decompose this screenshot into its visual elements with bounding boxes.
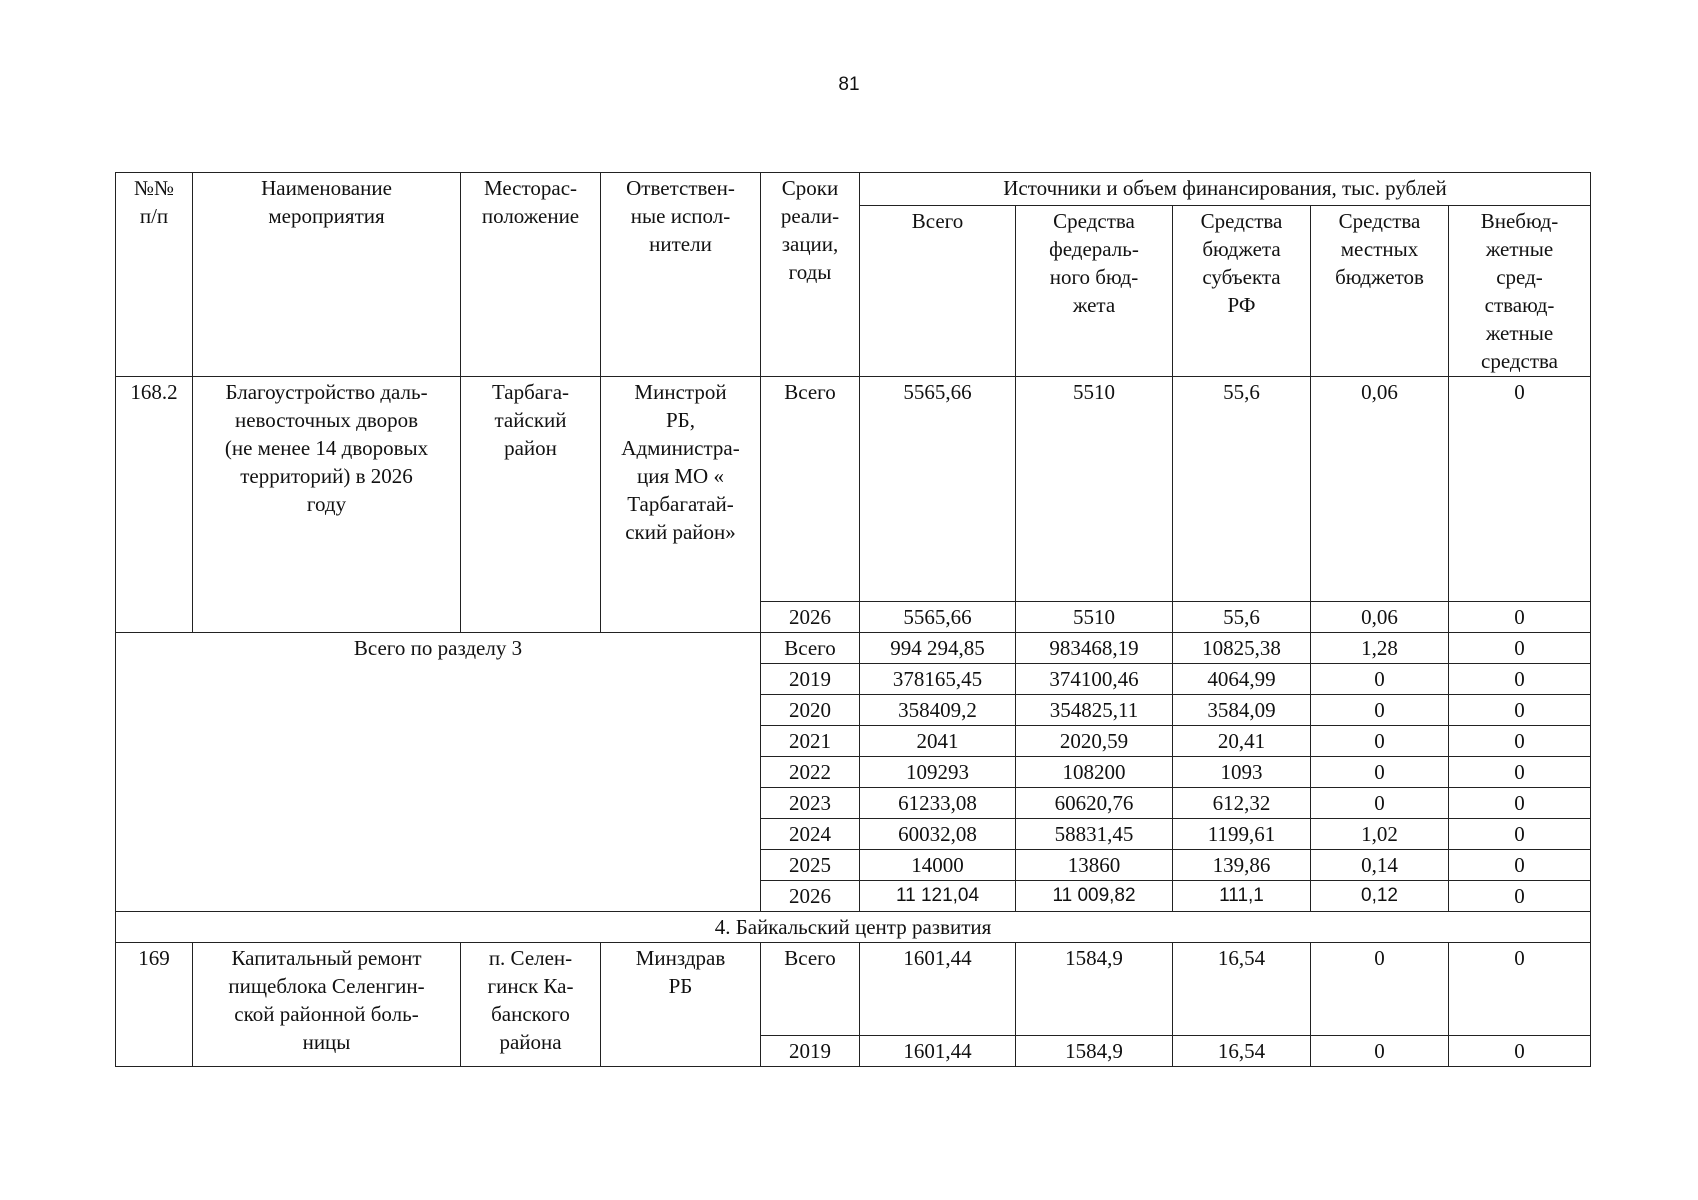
table-row — [116, 633, 1591, 664]
cell-local: 0 — [1311, 788, 1449, 819]
cell-subject: 55,6 — [1173, 377, 1311, 602]
header-sources: Источники и объем финансирования, тыс. рублей — [860, 173, 1591, 206]
cell-subject: 1199,61 — [1173, 819, 1311, 850]
cell-total: 994 294,85 — [860, 633, 1016, 664]
cell-extra: 0 — [1449, 602, 1591, 633]
cell-federal: 108200 — [1016, 757, 1173, 788]
cell-federal: 58831,45 — [1016, 819, 1173, 850]
cell-total: 61233,08 — [860, 788, 1016, 819]
cell-term: 2021 — [761, 726, 860, 757]
cell-term: 2024 — [761, 819, 860, 850]
cell-subject: 1093 — [1173, 757, 1311, 788]
cell-local: 0 — [1311, 757, 1449, 788]
cell-extra: 0 — [1449, 633, 1591, 664]
cell-total: 5565,66 — [860, 377, 1016, 602]
page-number: 81 — [838, 74, 860, 95]
cell-total: 1601,44 — [860, 1036, 1016, 1067]
header-terms: Сроки реали- зации, годы — [761, 173, 860, 377]
cell-local: 0,06 — [1311, 377, 1449, 602]
cell-subject: 139,86 — [1173, 850, 1311, 881]
cell-federal: 1584,9 — [1016, 1036, 1173, 1067]
cell-extra: 0 — [1449, 819, 1591, 850]
cell-total: 109293 — [860, 757, 1016, 788]
cell-total: 60032,08 — [860, 819, 1016, 850]
item-location: Тарбага- тайский район — [461, 377, 601, 633]
cell-subject: 20,41 — [1173, 726, 1311, 757]
cell-term: Всего — [761, 633, 860, 664]
header-subject: Средства бюджета субъекта РФ — [1173, 206, 1311, 377]
cell-local: 0,12 — [1311, 881, 1449, 912]
section-title: 4. Байкальский центр развития — [116, 912, 1591, 943]
cell-local: 0 — [1311, 695, 1449, 726]
header-num: №№ п/п — [116, 173, 193, 377]
cell-subject: 16,54 — [1173, 943, 1311, 1036]
item-name: Капитальный ремонт пищеблока Селенгин- ской районной боль- ницы — [193, 943, 461, 1067]
cell-local: 0,14 — [1311, 850, 1449, 881]
table-row — [116, 943, 1591, 1036]
cell-extra: 0 — [1449, 377, 1591, 602]
cell-total: 14000 — [860, 850, 1016, 881]
cell-federal: 354825,11 — [1016, 695, 1173, 726]
cell-term: 2023 — [761, 788, 860, 819]
table-row — [116, 377, 1591, 602]
cell-term: 2022 — [761, 757, 860, 788]
header-extra: Внебюд- жетные сред- стваюд- жетные средства — [1449, 206, 1591, 377]
cell-subject: 55,6 — [1173, 602, 1311, 633]
cell-extra: 0 — [1449, 695, 1591, 726]
section-title-row — [116, 912, 1591, 943]
cell-term: Всего — [761, 943, 860, 1036]
cell-term: 2020 — [761, 695, 860, 726]
cell-local: 0 — [1311, 726, 1449, 757]
cell-federal: 5510 — [1016, 602, 1173, 633]
cell-subject: 4064,99 — [1173, 664, 1311, 695]
item-num: 168.2 — [116, 377, 193, 633]
item-executors: Минстрой РБ, Администра- ция МО « Тарбагатай- ский район» — [601, 377, 761, 633]
financing-table — [115, 172, 1591, 1067]
cell-total: 1601,44 — [860, 943, 1016, 1036]
cell-federal: 983468,19 — [1016, 633, 1173, 664]
header-executors: Ответствен- ные испол- нители — [601, 173, 761, 377]
cell-local: 0 — [1311, 1036, 1449, 1067]
cell-extra: 0 — [1449, 1036, 1591, 1067]
cell-extra: 0 — [1449, 757, 1591, 788]
cell-federal: 374100,46 — [1016, 664, 1173, 695]
cell-extra: 0 — [1449, 943, 1591, 1036]
cell-total: 2041 — [860, 726, 1016, 757]
cell-subject: 3584,09 — [1173, 695, 1311, 726]
item-executors: Минздрав РБ — [601, 943, 761, 1067]
cell-local: 0 — [1311, 664, 1449, 695]
cell-term: Всего — [761, 377, 860, 602]
cell-extra: 0 — [1449, 726, 1591, 757]
cell-total: 5565,66 — [860, 602, 1016, 633]
cell-federal: 11 009,82 — [1016, 881, 1173, 912]
header-row-1 — [116, 173, 1591, 206]
cell-local: 1,02 — [1311, 819, 1449, 850]
cell-term: 2025 — [761, 850, 860, 881]
item-name: Благоустройство даль- невосточных дворов (не менее 14 дворовых территорий) в 2026 году — [193, 377, 461, 633]
cell-extra: 0 — [1449, 664, 1591, 695]
cell-federal: 60620,76 — [1016, 788, 1173, 819]
cell-term: 2019 — [761, 664, 860, 695]
cell-subject: 111,1 — [1173, 881, 1311, 912]
cell-term: 2026 — [761, 602, 860, 633]
header-total: Всего — [860, 206, 1016, 377]
cell-total: 11 121,04 — [860, 881, 1016, 912]
cell-subject: 16,54 — [1173, 1036, 1311, 1067]
cell-local: 0 — [1311, 943, 1449, 1036]
cell-subject: 612,32 — [1173, 788, 1311, 819]
cell-local: 1,28 — [1311, 633, 1449, 664]
cell-local: 0,06 — [1311, 602, 1449, 633]
cell-extra: 0 — [1449, 788, 1591, 819]
item-num: 169 — [116, 943, 193, 1067]
header-name: Наименование мероприятия — [193, 173, 461, 377]
cell-term: 2019 — [761, 1036, 860, 1067]
header-location: Месторас- положение — [461, 173, 601, 377]
cell-federal: 1584,9 — [1016, 943, 1173, 1036]
cell-federal: 2020,59 — [1016, 726, 1173, 757]
header-federal: Средства федераль- ного бюд- жета — [1016, 206, 1173, 377]
cell-term: 2026 — [761, 881, 860, 912]
header-local: Средства местных бюджетов — [1311, 206, 1449, 377]
cell-federal: 5510 — [1016, 377, 1173, 602]
cell-total: 358409,2 — [860, 695, 1016, 726]
section-total-label: Всего по разделу 3 — [116, 633, 761, 912]
item-location: п. Селен- гинск Ка- банского района — [461, 943, 601, 1067]
cell-subject: 10825,38 — [1173, 633, 1311, 664]
cell-total: 378165,45 — [860, 664, 1016, 695]
cell-extra: 0 — [1449, 881, 1591, 912]
cell-federal: 13860 — [1016, 850, 1173, 881]
cell-extra: 0 — [1449, 850, 1591, 881]
